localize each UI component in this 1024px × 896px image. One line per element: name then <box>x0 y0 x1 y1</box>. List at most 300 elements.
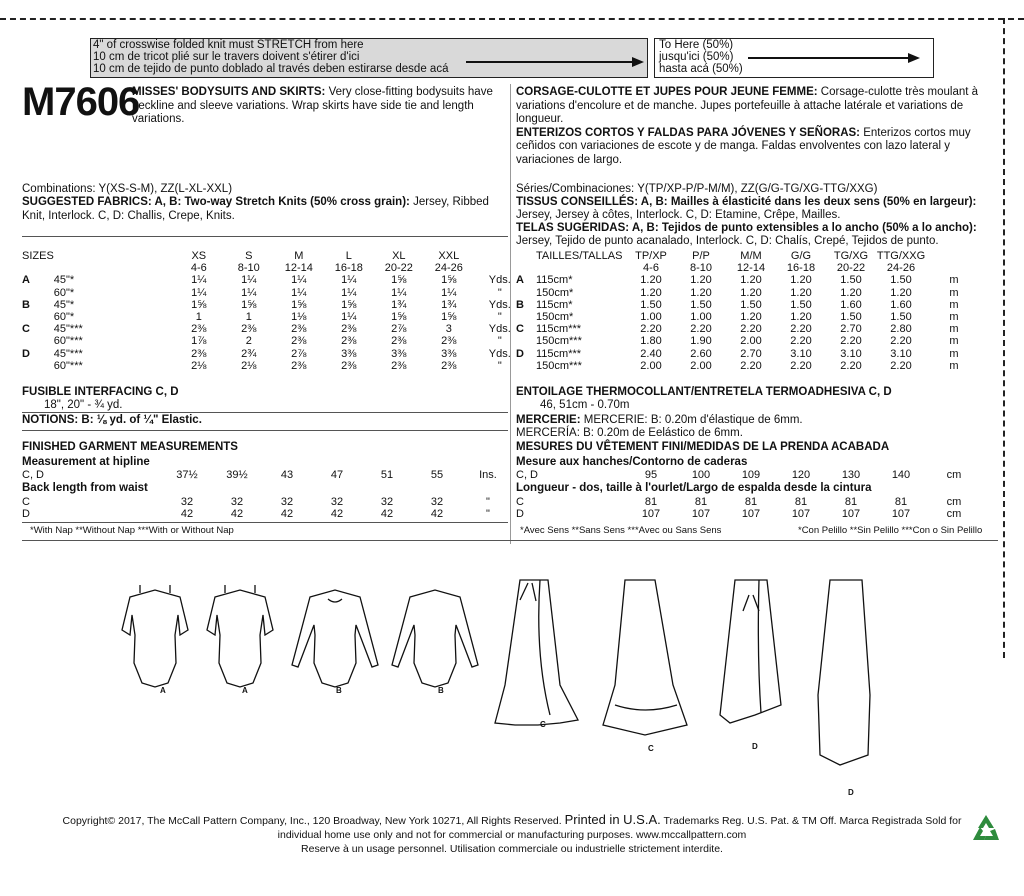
view-label: A <box>242 686 248 695</box>
table-cell: 1.00 <box>690 311 712 324</box>
table-cell: 1⅝ <box>441 274 457 287</box>
table-row <box>22 299 526 311</box>
table-cell: 32 <box>230 496 244 508</box>
back-table-en <box>22 496 514 520</box>
table-cell: 32 <box>280 496 294 508</box>
table-cell: 1.20 <box>690 274 712 287</box>
table-cell: 1.20 <box>790 311 812 324</box>
description-fr: CORSAGE-CULOTTE ET JUPES POUR JEUNE FEMME: Corsage-culotte très moulant à variations d'encolure et de manche. Jupes portefeuille à attache latérale et variations de longueur. ENTERIZOS CORTOS Y FALDAS PARA JÓVENES Y SEÑORAS: Enterizos cortos muy ceñidos con variaciones de escote y de manga. Faldas envolventes con lazo lateral y variaciones de largo. <box>516 86 979 166</box>
table-row <box>22 360 526 372</box>
table-row <box>516 274 982 286</box>
tissus-label: TISSUS CONSEILLÉS: A, B: Mailles à élasticité dans les deux sens (50% en largeur): <box>516 196 977 208</box>
table-cell: 2⅜ <box>441 335 457 348</box>
table-row <box>22 469 514 481</box>
table-cell: 60"*** <box>53 359 83 372</box>
hip-table-en <box>22 469 514 481</box>
table-cell: 130 <box>841 469 861 481</box>
table-cell: 3.10 <box>890 347 912 360</box>
stretch-gauge <box>90 38 648 78</box>
table-cell: 107 <box>691 508 711 521</box>
table-cell: 42 <box>280 508 294 521</box>
stretch-line-es: 10 cm de tejido de punto doblado al través deben estirarse desde acá <box>93 63 449 75</box>
recycle-icon <box>968 812 1004 848</box>
table-cell: C <box>516 496 524 508</box>
bodysuit-a-front <box>122 585 188 687</box>
table-cell: 2.20 <box>740 323 762 336</box>
divider <box>22 236 508 237</box>
table-cell: 47 <box>330 469 344 481</box>
table-cell: 1.20 <box>790 274 812 287</box>
cut-line-top <box>0 18 1024 20</box>
table-cell: " <box>497 335 502 348</box>
fabrics-en: SUGGESTED FABRICS: A, B: Two-way Stretch Knits (50% cross grain): Jersey, Ribbed Knit, Interlock. C, D: Challis, Crepe, Knits. <box>22 196 489 222</box>
divider <box>22 522 508 523</box>
view-label: D <box>752 742 758 751</box>
cut-line-right <box>1003 18 1005 658</box>
size-col: XXL <box>438 250 460 262</box>
view-label: B <box>438 686 444 695</box>
table-cell: m <box>949 347 959 360</box>
size-num: 8-10 <box>237 262 260 275</box>
table-cell: D <box>516 347 524 360</box>
telas-value: Jersey, Tejido de punto acanalado, Interlock. C, D: Chalís, Crepé, Tejidos de punto. <box>516 235 939 247</box>
table-cell: 32 <box>430 496 444 508</box>
size-col: M <box>294 250 304 262</box>
size-num: 8-10 <box>689 262 713 275</box>
table-cell: 2.70 <box>840 323 862 336</box>
table-cell: 2⅜ <box>241 323 257 336</box>
table-row <box>22 335 526 347</box>
table-cell: m <box>949 335 959 348</box>
copyright-line: Copyright© 2017, The McCall Pattern Company, Inc., 120 Broadway, New York 10271, All Rights Reserved. Printed in U.S.A. Trademarks Reg. U.S. Pat. & TM Off. Marca Registrada Sold for <box>62 812 962 827</box>
table-row <box>516 287 982 299</box>
table-row <box>516 360 982 372</box>
mesures-label: MESURES DU VÊTEMENT FINI/MEDIDAS DE LA PRENDA ACABADA <box>516 441 890 453</box>
table-cell: C <box>22 323 30 336</box>
table-cell: 1¼ <box>341 311 357 324</box>
table-cell: B <box>516 298 524 311</box>
table-cell: 1⅞ <box>191 335 207 348</box>
table-cell <box>516 311 536 323</box>
merceria: MERCERÍA: B: 0.20m de Eelástico de 6mm. <box>516 427 743 439</box>
size-col: TTG/XXG <box>876 250 926 262</box>
table-cell: 1⅛ <box>291 311 307 324</box>
size-num: 20-22 <box>836 262 866 275</box>
table-cell: 1.60 <box>890 298 912 311</box>
table-cell: m <box>949 323 959 336</box>
table-row <box>22 274 526 286</box>
table-cell: 1⅝ <box>391 311 407 324</box>
divider <box>22 540 998 541</box>
table-cell: 150cm*** <box>536 359 582 372</box>
table-cell: 2⅜ <box>191 347 207 360</box>
table-cell: 1¼ <box>241 286 257 299</box>
table-cell: m <box>949 311 959 324</box>
table-cell: 2.20 <box>640 323 662 336</box>
table-cell: 81 <box>694 496 708 508</box>
divider <box>22 412 508 413</box>
table-cell: 81 <box>744 496 758 508</box>
table-cell: " <box>497 359 502 372</box>
table-cell: 1¼ <box>441 286 457 299</box>
bodysuit-b-front <box>292 590 378 687</box>
table-cell: 3⅜ <box>341 347 357 360</box>
nap-legend-es: *Con Pelillo **Sin Pelillo ***Con o Sin Pelillo <box>798 525 983 536</box>
table-cell: A <box>22 274 30 287</box>
table-row <box>22 287 526 299</box>
usage-line-en: individual home use only and not for commercial or manufacturing purposes. www.mccallpattern.com <box>277 829 747 841</box>
stretch-line-en: 4" of crosswise folded knit must STRETCH from here <box>93 39 364 51</box>
table-cell: 2.20 <box>840 359 862 372</box>
table-cell: 3⅜ <box>391 347 407 360</box>
table-cell: 109 <box>741 469 761 481</box>
table-cell: 115cm* <box>536 274 573 287</box>
size-num: 12-14 <box>284 262 313 275</box>
table-cell: C <box>22 496 30 508</box>
table-cell: 43 <box>280 469 294 481</box>
combinations-fr: Séries/Combinaciones: Y(TP/XP-P/P-M/M), ZZ(G/G-TG/XG-TTG/XXG) <box>516 183 878 195</box>
table-cell: 1⅝ <box>441 311 457 324</box>
table-cell: 2⅜ <box>391 359 407 372</box>
size-num: 16-18 <box>786 262 816 275</box>
table-row <box>22 348 526 360</box>
longueur-label: Longueur - dos, taille à l'ourlet/Largo de espalda desde la cintura <box>516 482 872 494</box>
table-cell: 1¼ <box>191 274 207 287</box>
skirt-d-back <box>818 580 870 765</box>
table-cell: 1.20 <box>690 286 712 299</box>
size-num: 24-26 <box>886 262 916 275</box>
table-cell: 2.20 <box>840 335 862 348</box>
table-cell: 81 <box>844 496 858 508</box>
size-col: G/G <box>790 250 812 262</box>
hipline-label: Measurement at hipline <box>22 456 150 468</box>
table-cell: 1.80 <box>640 335 662 348</box>
divider <box>22 430 508 431</box>
sizes-label: SIZES <box>22 250 54 262</box>
table-cell: 32 <box>380 496 394 508</box>
table-cell: 2.20 <box>890 359 912 372</box>
table-cell: 1.20 <box>890 286 912 299</box>
table-row <box>516 299 982 311</box>
table-cell: 2⅜ <box>291 359 307 372</box>
table-cell: 1⅝ <box>341 298 357 311</box>
view-label: B <box>336 686 342 695</box>
table-cell: 45"* <box>53 274 75 287</box>
table-cell: D <box>22 347 30 360</box>
table-cell: 1¼ <box>241 274 257 287</box>
table-cell: 2⅞ <box>291 347 307 360</box>
table-cell <box>516 360 536 372</box>
table-cell: 107 <box>791 508 811 521</box>
table-cell: 45"* <box>53 298 75 311</box>
table-cell: 2⅜ <box>341 359 357 372</box>
yardage-table-fr <box>516 250 982 372</box>
table-cell: 81 <box>894 496 908 508</box>
table-cell: 81 <box>644 496 658 508</box>
table-cell: 45"*** <box>53 347 83 360</box>
table-cell: 1.50 <box>890 274 912 287</box>
size-col: M/M <box>740 250 762 262</box>
table-row <box>516 311 982 323</box>
table-row <box>22 496 514 508</box>
table-cell: 115cm*** <box>536 347 582 360</box>
table-cell: A <box>516 274 524 287</box>
bodysuit-a-back <box>207 585 273 687</box>
table-cell: 2⅜ <box>391 335 407 348</box>
table-cell: D <box>516 508 524 521</box>
table-cell: 45"*** <box>53 323 83 336</box>
table-cell: 2⅜ <box>341 335 357 348</box>
table-cell: 42 <box>180 508 194 521</box>
table-cell: C, D <box>516 469 538 481</box>
table-cell: D <box>22 508 30 521</box>
table-cell: m <box>949 298 959 311</box>
table-cell: Yds. <box>488 347 511 360</box>
table-cell: 107 <box>641 508 661 521</box>
table-cell: 1¾ <box>391 298 407 311</box>
table-cell: m <box>949 274 959 287</box>
table-cell <box>22 360 54 372</box>
to-here-fr: jusqu'ici (50%) <box>659 51 734 63</box>
table-cell: 1.50 <box>890 311 912 324</box>
size-num: 16-18 <box>334 262 363 275</box>
table-cell: 2⅛ <box>191 359 207 372</box>
nap-legend-en: *With Nap **Without Nap ***With or Without Nap <box>30 525 234 536</box>
entoilage-label: ENTOILAGE THERMOCOLLANT/ENTRETELA TERMOADHESIVA C, D <box>516 386 892 398</box>
table-cell: 2.00 <box>740 335 762 348</box>
table-cell: 51 <box>380 469 394 481</box>
table-cell: 1.00 <box>640 311 662 324</box>
interfacing-en: FUSIBLE INTERFACING C, D <box>22 386 179 398</box>
table-cell: 60"* <box>53 286 75 299</box>
table-cell: 2.20 <box>890 335 912 348</box>
table-row <box>516 496 982 508</box>
table-cell: 39½ <box>226 469 248 481</box>
table-cell: 32 <box>180 496 194 508</box>
back-table-fr <box>516 496 982 520</box>
skirt-d-front <box>720 580 781 723</box>
table-cell <box>516 335 536 347</box>
table-cell: 150cm* <box>536 286 574 299</box>
table-cell: 37½ <box>176 469 198 481</box>
table-cell: 150cm* <box>536 311 574 324</box>
table-cell: 1.20 <box>740 274 762 287</box>
table-row <box>516 335 982 347</box>
table-cell: 1.20 <box>790 286 812 299</box>
table-cell: C <box>516 323 524 336</box>
table-cell: 2.20 <box>690 323 712 336</box>
size-num: 4-6 <box>190 262 207 275</box>
size-num: 12-14 <box>736 262 766 275</box>
footer <box>0 812 1024 855</box>
tailles-label: TAILLES/TALLAS <box>536 250 623 262</box>
stretch-arrow <box>466 61 632 63</box>
table-cell: 95 <box>644 469 658 481</box>
entoilage-value: 46, 51cm - 0.70m <box>540 399 630 411</box>
stretch-line-fr: 10 cm de tricot plié sur le travers doivent s'étirer d'ici <box>93 51 360 63</box>
telas-label: TELAS SUGERIDAS: A, B: Tejidos de punto extensibles a lo ancho (50% a lo ancho): <box>516 222 977 234</box>
size-num: 24-26 <box>434 262 463 275</box>
table-cell: 2¾ <box>241 347 257 360</box>
size-num: 4-6 <box>643 262 659 275</box>
pattern-number: M7606 <box>22 80 140 124</box>
table-cell: Ins. <box>479 469 497 481</box>
table-row <box>22 323 526 335</box>
table-cell: 1¼ <box>291 274 307 287</box>
table-cell: Yds. <box>488 298 511 311</box>
table-row <box>516 508 982 520</box>
hip-table-fr <box>516 469 982 481</box>
table-cell: 2⅜ <box>441 359 457 372</box>
table-cell: 1.50 <box>740 298 762 311</box>
table-cell: " <box>486 508 490 521</box>
usage-line-fr: Reserve à un usage personnel. Utilisation commerciale ou industrielle strictement interdite. <box>301 843 723 855</box>
view-label: C <box>540 720 546 729</box>
table-cell: 107 <box>841 508 861 521</box>
table-cell: 2⅞ <box>391 323 407 336</box>
table-cell: C, D <box>22 469 44 481</box>
table-cell: 60"* <box>53 311 75 324</box>
table-cell: 107 <box>891 508 911 521</box>
table-cell: 2.20 <box>740 359 762 372</box>
table-cell: 2.60 <box>690 347 712 360</box>
interfacing-value: 18", 20" - ¾ yd. <box>44 399 123 411</box>
table-cell: 1.20 <box>740 286 762 299</box>
size-col: S <box>245 250 253 262</box>
table-row <box>516 348 982 360</box>
table-row <box>516 469 982 481</box>
garment-illustrations <box>110 575 880 800</box>
table-cell: Yds. <box>488 274 511 287</box>
table-cell: 2⅜ <box>191 323 207 336</box>
table-cell: 42 <box>430 508 444 521</box>
table-cell: 1⅝ <box>191 298 207 311</box>
nap-legend-fr: *Avec Sens **Sans Sens ***Avec ou Sans Sens <box>520 525 722 536</box>
table-cell: 1¼ <box>341 286 357 299</box>
table-cell: 1¼ <box>391 286 407 299</box>
table-cell: 1.50 <box>840 274 862 287</box>
to-here-es: hasta acá (50%) <box>659 63 743 75</box>
table-row <box>22 311 526 323</box>
size-num: 20-22 <box>384 262 413 275</box>
table-cell: 2⅜ <box>341 323 357 336</box>
table-cell <box>22 287 54 299</box>
table-cell: 1.50 <box>640 298 662 311</box>
table-cell: 2⅜ <box>291 323 307 336</box>
view-label: A <box>160 686 166 695</box>
arrow-head-icon <box>632 57 644 67</box>
size-col: XL <box>392 250 406 262</box>
view-label: C <box>648 744 654 753</box>
table-cell: 140 <box>891 469 911 481</box>
table-cell: 115cm* <box>536 298 573 311</box>
back-length-label: Back length from waist <box>22 482 148 494</box>
table-cell: 1.50 <box>840 311 862 324</box>
table-cell: 100 <box>691 469 711 481</box>
table-cell: 120 <box>791 469 811 481</box>
table-cell: 2 <box>245 335 252 348</box>
table-cell: 1¼ <box>191 286 207 299</box>
table-cell: cm <box>946 496 962 508</box>
bodysuit-b-back <box>392 590 478 687</box>
table-cell: 107 <box>741 508 761 521</box>
hanches-label: Mesure aux hanches/Contorno de caderas <box>516 456 748 468</box>
notions-en: NOTIONS: B: ⅛ yd. of ¼" Elastic. <box>22 414 202 426</box>
table-cell: 1.20 <box>640 286 662 299</box>
table-cell: 2⅜ <box>291 335 307 348</box>
table-cell <box>516 287 536 299</box>
table-cell: 1.90 <box>690 335 712 348</box>
size-col: P/P <box>692 250 710 262</box>
table-cell: 3⅜ <box>441 347 457 360</box>
table-cell: m <box>949 286 959 299</box>
table-cell: 2.80 <box>890 323 912 336</box>
table-cell: B <box>22 298 30 311</box>
table-cell: 3.10 <box>840 347 862 360</box>
table-cell: 1¼ <box>341 274 357 287</box>
table-cell <box>22 311 54 323</box>
table-cell: m <box>949 359 959 372</box>
table-cell: 3 <box>445 323 452 336</box>
table-cell: 81 <box>794 496 808 508</box>
table-cell: 42 <box>230 508 244 521</box>
description-en: MISSES' BODYSUITS AND SKIRTS: Very close-fitting bodysuits have neckline and sleeve variations. Wrap skirts have side tie and length variations. <box>132 86 493 125</box>
view-label: D <box>848 788 854 797</box>
table-row <box>22 508 514 520</box>
size-col: L <box>345 250 352 262</box>
table-cell: " <box>486 496 490 508</box>
arrow-head-icon <box>908 53 920 63</box>
table-cell: cm <box>946 508 962 521</box>
table-cell: 2.20 <box>790 359 812 372</box>
table-cell: " <box>497 286 502 299</box>
table-cell: 1⅝ <box>291 298 307 311</box>
table-cell: 2.70 <box>740 347 762 360</box>
table-cell: 32 <box>330 496 344 508</box>
to-here-arrow <box>748 57 908 59</box>
table-cell: 1.20 <box>840 286 862 299</box>
table-cell: 1⅝ <box>391 274 407 287</box>
size-col: TG/XG <box>833 250 869 262</box>
table-cell: 150cm*** <box>536 335 582 348</box>
table-cell: Yds. <box>488 323 511 336</box>
table-cell: " <box>497 311 502 324</box>
table-cell: 115cm*** <box>536 323 582 336</box>
skirt-c-front <box>495 580 578 725</box>
table-cell <box>22 335 54 347</box>
table-cell: 1 <box>245 311 252 324</box>
table-cell: 1 <box>195 311 202 324</box>
table-cell: 55 <box>430 469 444 481</box>
table-cell: 2.20 <box>790 335 812 348</box>
table-cell: 2.00 <box>640 359 662 372</box>
table-cell: 42 <box>380 508 394 521</box>
table-row <box>516 323 982 335</box>
tissus-value: Jersey, Jersey à côtes, Interlock. C, D: Etamine, Crêpe, Mailles. <box>516 209 841 221</box>
table-cell: 2.00 <box>690 359 712 372</box>
skirt-c-back <box>603 580 687 735</box>
table-cell: 1.20 <box>640 274 662 287</box>
table-cell: 2⅛ <box>241 359 257 372</box>
table-cell: 1.20 <box>740 311 762 324</box>
size-col: TP/XP <box>635 250 667 262</box>
table-cell: cm <box>946 469 962 481</box>
finished-measurements-en: FINISHED GARMENT MEASUREMENTS <box>22 441 238 453</box>
table-cell: 1.60 <box>840 298 862 311</box>
table-cell: 2.20 <box>790 323 812 336</box>
table-cell: 1¾ <box>441 298 457 311</box>
to-here-en: To Here (50%) <box>659 39 734 51</box>
